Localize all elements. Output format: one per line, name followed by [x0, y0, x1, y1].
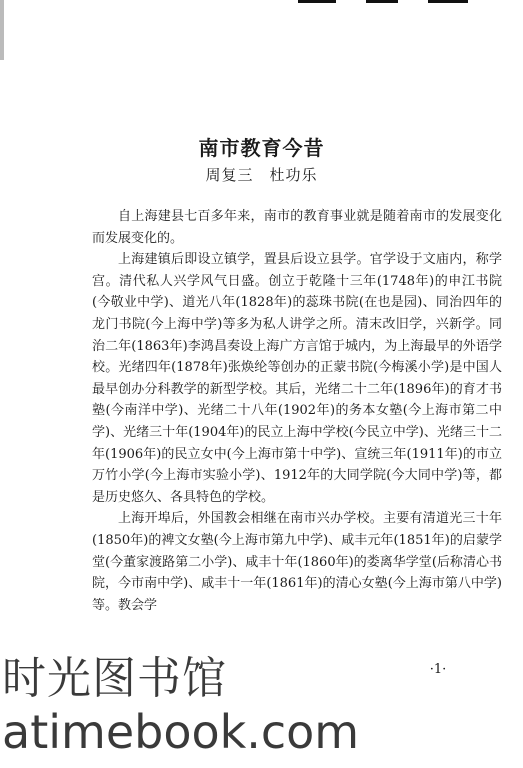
watermark-chinese: 时光图书馆 — [2, 653, 227, 704]
paragraph: 自上海建县七百多年来，南市的教育事业就是随着南市的发展变化而发展变化的。 — [92, 209, 502, 246]
paragraph: 上海建镇后即设立镇学，置县后设立县学。官学设于文庙内，称学宫。清代私人兴学风气日盛。创立于乾隆十三年(1748年)的申江书院(今敬业中学)、道光八年(1828年)的蕊珠书院(在也是园)、同治四年的龙门书院(今上海中学)等多为私人讲学之所。清末改旧学，兴新学。同治二年(1863年)李鸿昌奏设上海广方言馆于城内，为上海最早的外语学校。光绪四年(1878年)张焕纶等创办的正蒙书院(今梅溪小学)是中国人最早创办分科教学的新型学校。其后，光绪二十二年(1896年)的育才书塾(今南洋中学)、光绪二十八年(1902年)的务本女塾(今上海市第二中学)、光绪三十年(1904年)的民立上海中学校(今民立中学)、光绪三十二年(1906年)的民立女中(今上海市第十中学)、宣统三年(1911年)的市立万竹小学(今上海市实验小学)、1912年的大同学院(今大同中学)等，都是历史悠久、各具特色的学校。 — [92, 252, 502, 505]
page-number: ·1· — [429, 662, 447, 677]
scan-top-line — [366, 0, 398, 3]
article-title: 南市教育今昔 — [198, 136, 325, 160]
article-authors: 周复三 杜功乐 — [205, 166, 318, 184]
scan-edge-mark — [0, 0, 4, 60]
article-body — [92, 206, 502, 616]
scan-top-line — [428, 0, 468, 3]
scan-top-line — [298, 0, 336, 3]
paragraph: 上海开埠后，外国教会相继在南市兴办学校。主要有清道光三十年(1850年)的裨文女塾(今上海市第九中学)、咸丰元年(1851年)的启蒙学堂(今董家渡路第二小学)、咸丰十年(1860年)的娄离华学堂(后称清心书院，今市南中学)、咸丰十一年(1861年)的清心女塾(今上海市第八中学)等。教会学 — [92, 511, 502, 613]
watermark-url: atimebook.com — [2, 705, 360, 759]
